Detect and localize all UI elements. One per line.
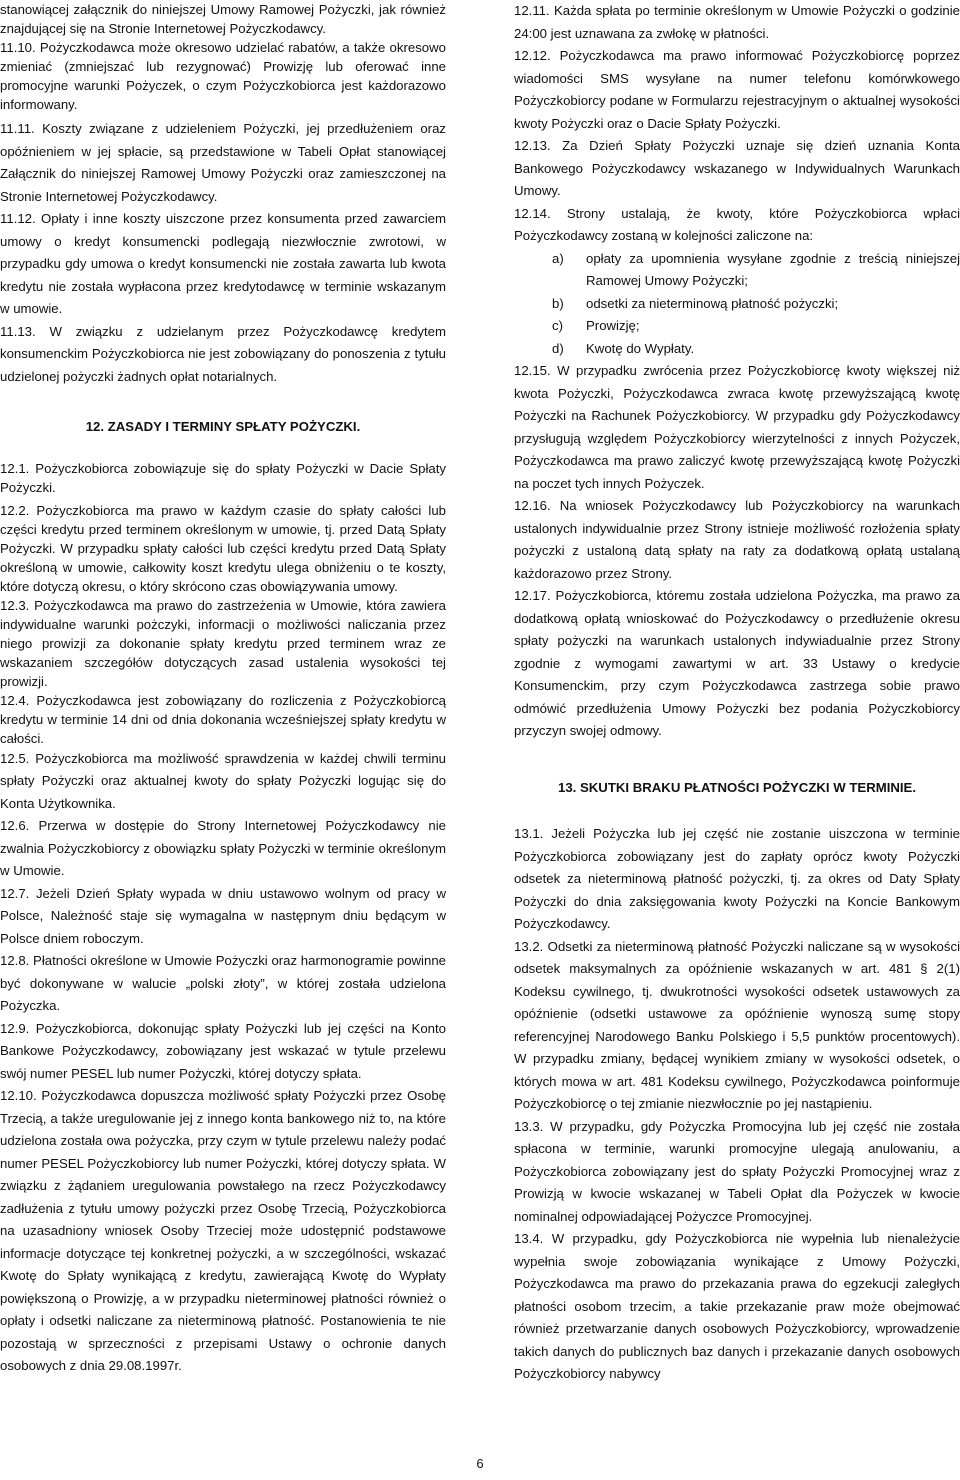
clause-13-1: 13.1. Jeżeli Pożyczka lub jej część nie zostanie uiszczona w terminie Pożyczkobiorca zobowiązany jest do zapłaty oprócz kwoty Pożyczki odsetek za nieterminową płatność pożyczki, tj. za okres od Daty Spłaty Pożyczki do dnia zaksięgowania kwoty Pożyczki na Koncie Bankowym Pożyczkodawcy. bbox=[514, 826, 960, 931]
list-text: Kwotę do Wypłaty. bbox=[586, 340, 695, 356]
clause-11-13: 11.13. W związku z udzielanym przez Pożyczkodawcę kredytem konsumenckim Pożyczkobiorca nie jest zobowiązany do ponoszenia z tytułu udzielonej pożyczki żadnych opłat notarialnych. bbox=[0, 323, 446, 384]
list-marker: b) bbox=[552, 295, 564, 311]
page-number: 6 bbox=[476, 1456, 484, 1471]
clause-12-15: 12.15. W przypadku zwrócenia przez Pożyczkobiorcę kwoty większej niż kwota Pożyczki, Pożyczkodawca zwraca kwotę przewyższającą kwotę Pożyczki na Rachunek Pożyczkobiorcy. W przypadku gdy Pożyczkodawcy przysługują względem Pożyczkobiorcy wierzytelności z innych Pożyczek, Pożyczkodawca ma prawo zaliczyć kwotę przewyższającą kwotę Pożyczki na poczet tych innych Pożyczek. bbox=[514, 363, 960, 491]
clause-12-7: 12.7. Jeżeli Dzień Spłaty wypada w dniu ustawowo wolnym od pracy w Polsce, Należność staje się wymagalna w następnym dniu będącym w Polsce dniem roboczym. bbox=[0, 885, 446, 946]
list-item bbox=[514, 338, 960, 361]
list-item bbox=[514, 315, 960, 338]
clause-13-2: 13.2. Odsetki za nieterminową płatność Pożyczki naliczane są w wysokości odsetek maksymalnych za opóźnienie wskazanych w art. 481 § 2(1) Kodeksu cywilnego, tj. dwukrotności wysokości odsetek ustawowych za opóźnienie (odsetki ustawowe za opóźnienie wynoszą sumę stopy referencyjnej Narodowego Banku Polskiego i 5,5 punktów procentowych). W przypadku zmiany, będącej wynikiem zmiany w wysokości odsetek, o których mowa w art. 481 Kodeksu cywilnego, Pożyczkodawca poinformuje Pożyczkobiorcę o tej zmianie niezwłocznie po jej nastąpieniu. bbox=[514, 938, 960, 1111]
clause-12-10: 12.10. Pożyczkodawca dopuszcza możliwość spłaty Pożyczki przez Osobę Trzecią, a także uregulowanie jej z innego konta bankowego niż to, na które udzielona została owa pożyczka, przy czym w tytule przelewu należy podać numer PESEL Pożyczkobiorcy lub numer Pożyczki, której dotyczy spłata. W związku z żądaniem uregulowania powstałego na rzecz Pożyczkodawcy zadłużenia z tytułu umowy pożyczki przez Osobę Trzecią, Pożyczkobiorca na uzasadniony wniosek Osoby Trzeciej może udostępnić podstawowe informacje dotyczące tej konkretnej pożyczki, a w szczególności, wskazać Kwotę do Spłaty wynikającą z kredytu, zawierającą Kwotę do Wypłaty powiększoną o Prowizję, a w przypadku nieterminowej płatności również o opłaty i odsetki naliczane za nieterminową płatność. Postanowienia te nie pozostają w sprzeczności z przepisami Ustawy o ochronie danych osobowych z dnia 29.08.1997r. bbox=[0, 1088, 446, 1373]
clause-12-13: 12.13. Za Dzień Spłaty Pożyczki uznaje się dzień uznania Konta Bankowego Pożyczkodawcy wskazanego w Indywidualnych Warunkach Umowy. bbox=[514, 138, 960, 198]
clause-12-2: 12.2. Pożyczkobiorca ma prawo w każdym czasie do spłaty całości lub części kredytu przed terminem określonym w umowie, tj. przed Datą Spłaty Pożyczki. W przypadku spłaty całości lub części kredytu przed Datą Spłaty określoną w umowie, całkowity koszt kredytu ulega obniżeniu o te koszty, które dotyczą okresu, o który skrócono czas obowiązywania umowy. bbox=[0, 502, 446, 594]
clause-12-14: 12.14. Strony ustalają, że kwoty, które Pożyczkobiorca wpłaci Pożyczkodawcy zostaną w kolejności zaliczone na: bbox=[514, 205, 960, 243]
clause-12-12: 12.12. Pożyczkodawca ma prawo informować Pożyczkobiorcę poprzez wiadomości SMS wysyłane na numer telefonu komórwkowego Pożyczkobiorcy podane w Formularzu rejestracyjnym o aktualnej wysokości kwoty Pożyczki oraz o Dacie Spłaty Pożyczki. bbox=[514, 48, 960, 131]
list-marker: d) bbox=[552, 340, 564, 356]
section-heading-12: 12. ZASADY I TERMINY SPŁATY POŻYCZKI. bbox=[85, 419, 361, 434]
clause-12-6: 12.6. Przerwa w dostępie do Strony Internetowej Pożyczkodawcy nie zwalnia Pożyczkobiorcy z obowiązku spłaty Pożyczki w terminie określonym w Umowie. bbox=[0, 818, 446, 878]
list-item bbox=[514, 248, 960, 293]
clause-12-11: 12.11. Każda spłata po terminie określonym w Umowie Pożyczki o godzinie 24:00 jest uznawana za zwłokę w płatności. bbox=[514, 3, 960, 41]
clause-11-9-continuation: stanowiącej załącznik do niniejszej Umowy Ramowej Pożyczki, jak również znajdującej się na Stronie Internetowej Pożyczkodawcy. bbox=[0, 2, 446, 36]
clause-12-9: 12.9. Pożyczkobiorca, dokonując spłaty Pożyczki lub jej części na Konto Bankowe Pożyczkodawcy, zobowiązany jest wskazać w tytule przelewu swój numer PESEL lub numer Pożyczki, której dotyczy spłata. bbox=[0, 1020, 446, 1081]
clause-11-12: 11.12. Opłaty i inne koszty uiszczone przez konsumenta przed zawarciem umowy o kredyt konsumencki podlegają niezwłocznie zwrotowi, w przypadku gdy umowa o kredyt konsumencki nie została zawarta lub kwota kredytu nie została wypłacona przez kredytodawcę w terminie wskazanym w umowie. bbox=[0, 211, 446, 316]
left-column bbox=[0, 0, 446, 1378]
section-heading-13: 13. SKUTKI BRAKU PŁATNOŚCI POŻYCZKI W TERMINIE. bbox=[557, 779, 917, 795]
clause-13-3: 13.3. W przypadku, gdy Pożyczka Promocyjna lub jej część nie została spłacona w terminie, warunki promocyjne ulegają anulowaniu, a Pożyczkobiorca zobowiązany jest do spłaty Pożyczki Promocyjnej wraz z Prowizją w kwocie wskazanej w Tabeli Opłat dla Pożyczek w kwocie nominalnej odpowiadającej Pożyczce Promocyjnej. bbox=[514, 1118, 960, 1224]
list-marker: c) bbox=[552, 318, 563, 333]
clause-12-17: 12.17. Pożyczkobiorca, któremu została udzielona Pożyczka, ma prawo za dodatkową opłatą wnioskować do Pożyczkodawcy o przedłużenie okresu spłaty pożyczki na warunkach ustalonych indywiadualnie przez Strony zgodnie z wymogami zawartymi w art. 33 Ustawy o kredycie Konsumenckim, przy czym Pożyczkodawca zastrzega sobie prawo odmówić przedłużenia Umowy Pożyczki bez podania Pożyczkobiorcy przyczyn swojej odmowy. bbox=[514, 588, 960, 738]
clause-12-3: 12.3. Pożyczkodawca ma prawo do zastrzeżenia w Umowie, która zawiera indywidualne warunki pożczyki, informacji o możliwości naliczania przez niego prowizji za dokonanie spłaty kredytu przed terminem wraz ze wskazaniem szczegółów dotyczących zasad ustalenia wysokości tej prowizji. bbox=[0, 597, 446, 689]
right-column bbox=[514, 0, 960, 1386]
list-text: opłaty za upomnienia wysyłane zgodnie z treścią niniejszej Ramowej Umowy Pożyczki; bbox=[586, 250, 960, 288]
list-text: Prowizję; bbox=[586, 318, 640, 333]
list-marker: a) bbox=[552, 250, 564, 266]
clause-13-4: 13.4. W przypadku, gdy Pożyczkobiorca nie wypełnia lub nienależycie wypełnia swoje zobowiązania wynikające z Umowy Pożyczki, Pożyczkodawca ma prawo do przekazania prawa do egzekucji zaległych płatności osobom trzecim, a takie przekazanie praw może obejmować również przetwarzanie danych osobowych Pożyczkobiorcy, wprowadzenie takich danych do publicznych baz danych i przekazanie danych osobowych Pożyczkobiorcy nabywcy bbox=[514, 1231, 960, 1381]
clause-12-1: 12.1. Pożyczkobiorca zobowiązuje się do spłaty Pożyczki w Dacie Spłaty Pożyczki. bbox=[0, 460, 446, 495]
clause-12-5: 12.5. Pożyczkobiorca ma możliwość sprawdzenia w każdej chwili terminu spłaty Pożyczki oraz aktualnej kwoty do spłaty Pożyczki logując się do Konta Użytkownika. bbox=[0, 750, 446, 811]
clause-12-8: 12.8. Płatności określone w Umowie Pożyczki oraz harmonogramie powinne być dokonywane w walucie „polski złoty”, w której została udzielona Pożyczka. bbox=[0, 953, 446, 1013]
clause-12-4: 12.4. Pożyczkodawca jest zobowiązany do rozliczenia z Pożyczkobiorcą kredytu w terminie 14 dni od dnia dokonania wcześniejszej spłaty kredytu w całości. bbox=[0, 692, 446, 746]
payment-order-list bbox=[514, 248, 960, 361]
clause-11-10: 11.10. Pożyczkodawca może okresowo udzielać rabatów, a także okresowo zmieniać (zmniejszać lub rezygnować) Prowizję lub oferować inne promocyjne warunki Pożyczek, o czym Pożyczkobiorca jest każdorazowo informowany. bbox=[0, 40, 446, 112]
clause-12-16: 12.16. Na wniosek Pożyczkodawcy lub Pożyczkobiorcy na warunkach ustalonych indywidualnie przez Strony istnieje możliwość rozłożenia spłaty pożyczki z ustaloną datą spłaty na raty za dodatkową opłatą ustalaną każdorazowo przez Strony. bbox=[514, 498, 960, 581]
list-item bbox=[514, 293, 960, 316]
clause-11-11: 11.11. Koszty związane z udzieleniem Pożyczki, jej przedłużeniem oraz opóźnieniem w jej spłacie, są przedstawione w Tabeli Opłat stanowiącej Załącznik do niniejszej Ramowej Umowy Pożyczki oraz zamieszczonej na Stronie Internetowej Pożyczkodawcy. bbox=[0, 121, 446, 204]
list-text: odsetki za nieterminową płatność pożyczki; bbox=[586, 295, 839, 311]
